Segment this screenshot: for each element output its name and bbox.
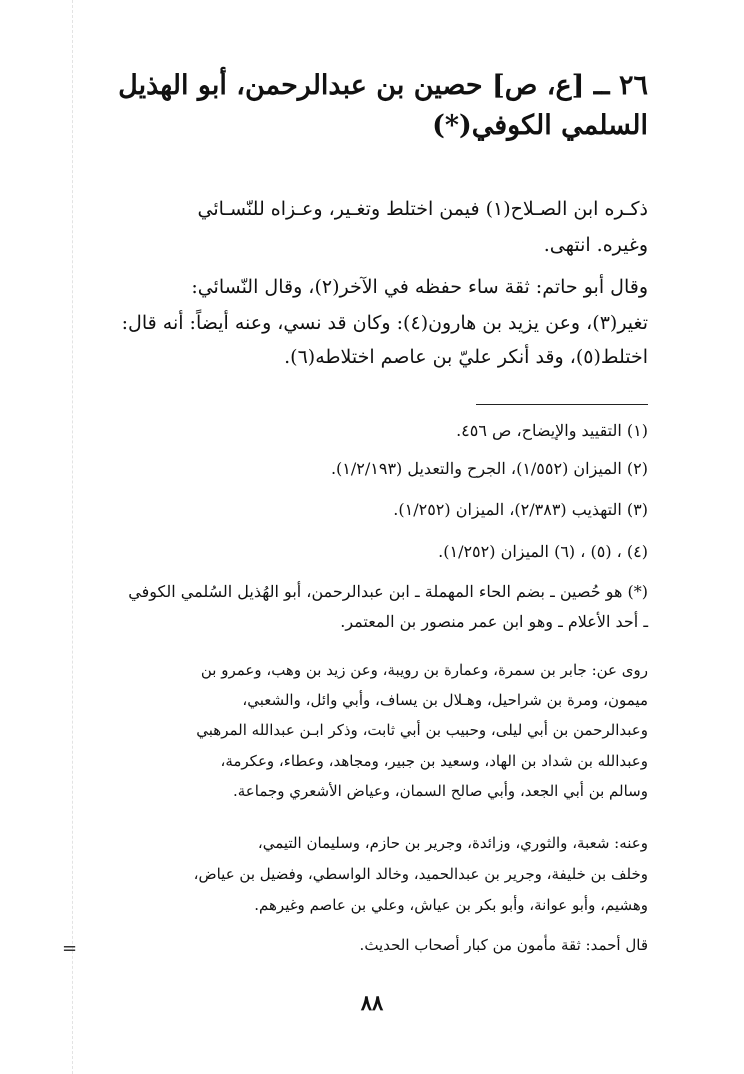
ahmad-statement: قال أحمد: ثقة مأمون من كبار أصحاب الحديث. [359, 936, 648, 954]
footnote-2: (٢) الميزان (١/٥٥٢)، الجرح والتعديل (١/٢/١٩٣). [330, 459, 648, 478]
body-paragraph-2-line-1: وقال أبو حاتم: ثقة ساء حفظه في الآخر(٢)، وقال النّسائي: [191, 276, 648, 298]
footnote-4: (٤) ، (٥) ، (٦) الميزان (١/٢٥٢). [438, 542, 648, 561]
margin-mark: = [62, 938, 78, 959]
margin-guide-line [72, 0, 73, 1074]
narrated-by-line-1: وعنه: شعبة، والثوري، وزائدة، وجرير بن حازم، وسليمان التيمي، [257, 834, 648, 852]
narrated-by-line-3: وهشيم، وأبو عوانة، وأبو بكر بن عياش، وعلي بن عاصم وغيرهم. [254, 896, 648, 914]
narrated-from-line-2: ميمون، ومرة بن شراحيل، وهـلال بن يساف، وأبي وائل، والشعبي، [242, 691, 648, 709]
footnote-star-line-2: ـ أحد الأعلام ـ وهو ابن عمر منصور بن المعتمر. [340, 612, 648, 631]
narrated-by-line-2: وخلف بن خليفة، وجرير بن عبدالحميد، وخالد الواسطي، وفضيل بن عياض، [193, 865, 648, 883]
footnote-star-line-1: (*) هو حُصين ـ بضم الحاء المهملة ـ ابن عبدالرحمن، أبو الهُذيل السُلمي الكوفي [128, 582, 648, 601]
entry-title-line-1: ٢٦ ــ [ع، ص] حصين بن عبدالرحمن، أبو الهذيل [118, 70, 648, 101]
narrated-from-line-4: وعبدالله بن شداد بن الهاد، وسعيد بن جبير، ومجاهد، وعطاء، وعكرمة، [220, 752, 648, 770]
narrated-from-line-5: وسالم بن أبي الجعد، وأبي صالح السمان، وعياض الأشعري وجماعة. [232, 782, 648, 800]
footnote-1: (١) التقييد والإيضاح، ص ٤٥٦. [456, 421, 648, 440]
page-number: ٨٨ [360, 990, 384, 1015]
footnote-3: (٣) التهذيب (٢/٣٨٣)، الميزان (١/٢٥٢). [393, 500, 648, 519]
body-paragraph-2-line-3: اختلط(٥)، وقد أنكر عليّ بن عاصم اختلاطه(٦). [284, 346, 648, 368]
entry-title-line-2: السلمي الكوفي(*) [432, 110, 648, 141]
body-paragraph-2-line-2: تغير(٣)، وعن يزيد بن هارون(٤): وكان قد نسي، وعنه أيضاً: أنه قال: [121, 312, 648, 334]
footnote-separator [476, 404, 648, 405]
body-paragraph-1-line-2: وغيره. انتهى. [543, 234, 648, 256]
narrated-from-line-1: روى عن: جابر بن سمرة، وعمارة بن رويبة، وعن زيد بن وهب، وعمرو بن [200, 661, 648, 679]
body-paragraph-1-line-1: ذكـره ابن الصـلاح(١) فيمن اختلط وتغـير، وعـزاه للنّسـائي [197, 198, 648, 220]
narrated-from-line-3: وعبدالرحمن بن أبي ليلى، وحبيب بن أبي ثابت، وذكر ابـن عبدالله المرهبي [196, 721, 648, 739]
